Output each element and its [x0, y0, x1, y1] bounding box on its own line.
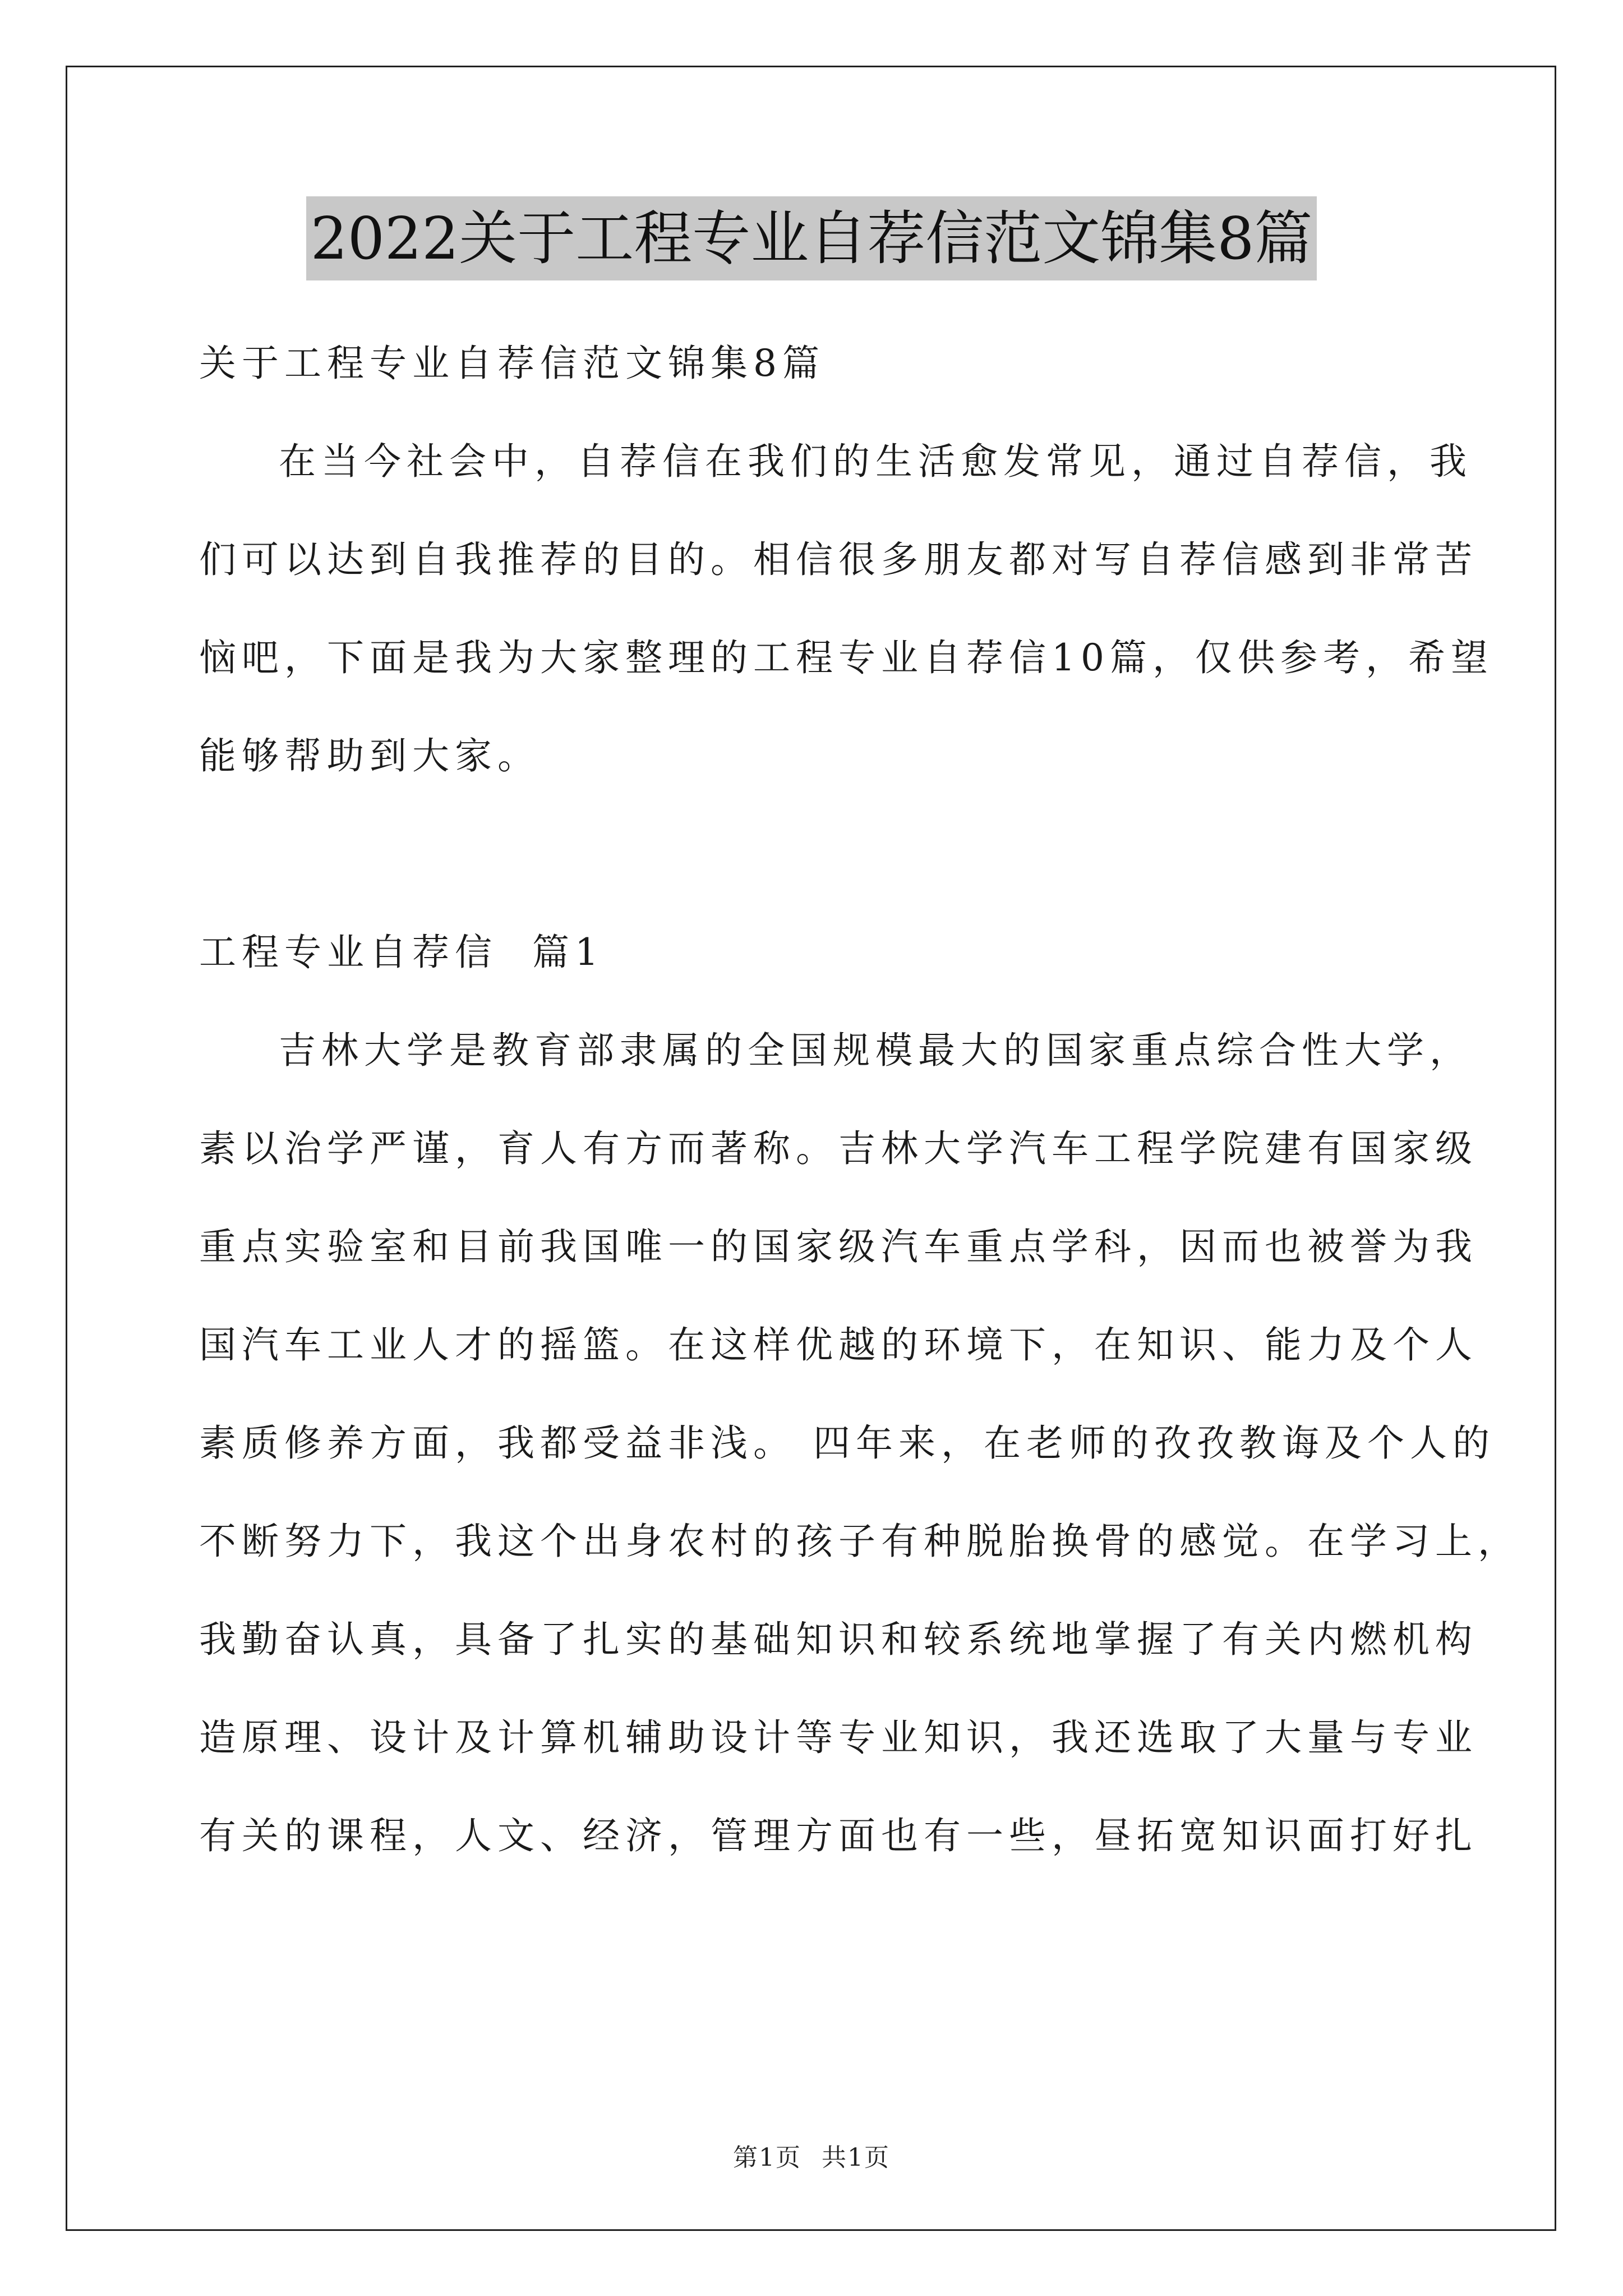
subtitle: 关于工程专业自荐信范文锦集8篇 [199, 342, 825, 385]
body-line: 重点实验室和目前我国唯一的国家级汽车重点学科，因而也被誉为我 [199, 1225, 1478, 1268]
document-title: 2022关于工程专业自荐信范文锦集8篇 [306, 196, 1317, 280]
page-footer [0, 2137, 1623, 2173]
intro-line: 在当今社会中，自荐信在我们的生活愈发常见，通过自荐信，我 [279, 440, 1472, 483]
document-body [199, 314, 1520, 1885]
body-line: 不断努力下，我这个出身农村的孩子有种脱胎换骨的感觉。在学习上， [199, 1520, 1520, 1563]
body-line: 造原理、设计及计算机辅助设计等专业知识，我还选取了大量与专业 [199, 1716, 1478, 1759]
section-heading: 工程专业自荐信 篇1 [199, 931, 604, 974]
intro-line: 们可以达到自我推荐的目的。相信很多朋友都对写自荐信感到非常苦 [199, 538, 1478, 581]
intro-line: 恼吧，下面是我为大家整理的工程专业自荐信10篇，仅供参考，希望 [199, 636, 1493, 679]
body-line: 国汽车工业人才的摇篮。在这样优越的环境下，在知识、能力及个人 [199, 1323, 1478, 1366]
body-line: 有关的课程，人文、经济，管理方面也有一些，昼拓宽知识面打好扎 [199, 1814, 1478, 1857]
intro-line: 能够帮助到大家。 [199, 734, 540, 777]
body-line: 素以治学严谨，育人有方而著称。吉林大学汽车工程学院建有国家级 [199, 1127, 1478, 1170]
page-total: 共1页 [822, 2143, 890, 2172]
body-line: 我勤奋认真，具备了扎实的基础知识和较系统地掌握了有关内燃机构 [199, 1618, 1478, 1661]
blank-line [199, 805, 1433, 903]
page-number: 第1页 [733, 2143, 801, 2172]
body-line: 素质修养方面，我都受益非浅。 四年来，在老师的孜孜教诲及个人的 [199, 1421, 1495, 1465]
title-wrap [0, 196, 1623, 280]
body-line: 吉林大学是教育部隶属的全国规模最大的国家重点综合性大学， [279, 1029, 1472, 1072]
